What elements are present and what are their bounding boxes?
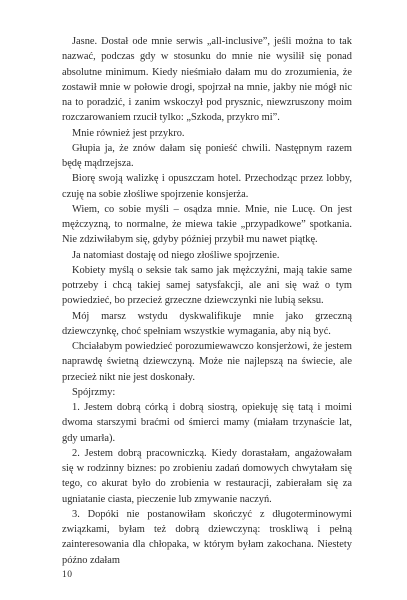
list-item: 1. Jestem dobrą córką i dobrą siostrą, opiekuję się tatą i moimi dwoma starszymi braćmi od śmierci mamy (miałam trzynaście lat, gdy umarła). xyxy=(62,402,352,444)
paragraph: Mnie również jest przykro. xyxy=(72,127,185,139)
body-text xyxy=(62,34,352,568)
paragraph: Kobiety myślą o seksie tak samo jak mężczyźni, mają takie same potrzeby i chcą takiej samej satysfakcji, ale ani się waż o tym powiedzieć, bo przecież grzeczne dziewczynki nie lubią seksu. xyxy=(62,264,352,307)
paragraph: Spójrzmy: xyxy=(72,386,116,398)
list-item: 3. Dopóki nie postanowiłam skończyć z długoterminowymi związkami, byłam też dobrą dziewczyną: troskliwą i pełną zainteresowania dla chłopaka, w którym byłam zakochana. Niestety późno zdałam xyxy=(62,508,352,566)
paragraph: Chciałabym powiedzieć porozumiewawczo konsjerżowi, że jestem naprawdę świetną dziewczyną. Może nie najlepszą na świecie, ale przecież nikt nie jest doskonały. xyxy=(62,341,352,383)
paragraph: Wiem, co sobie myśli – osądza mnie. Mnie, nie Lucę. On jest mężczyzną, to normalne, że miewa takie „przypadkowe” spotkania. Nie zdziwiłabym się, gdyby później przybił mu nawet piątkę. xyxy=(62,203,352,246)
paragraph: Jasne. Dostał ode mnie serwis „all-inclusive”, jeśli można to tak nazwać, podczas gdy w stosunku do mnie nie wysilił się ponad absolutne minimum. Kiedy nieśmiało dałam mu do zrozumienia, że zostawił mnie w połowie drogi, spojrzał na mnie, jakby nie mógł nic na to poradzić, i zanim wskoczył pod prysznic, niewzruszony moim rozczarowaniem rzucił tylko: „Szkoda, przykro mi”. xyxy=(62,36,352,124)
paragraph: Mój marsz wstydu dyskwalifikuje mnie jako grzeczną dziewczynkę, choć spełniam wszystkie wymagania, aby nią być. xyxy=(62,310,352,337)
list-item: 2. Jestem dobrą pracowniczką. Kiedy dorastałam, angażowałam się w rodzinny biznes: po zrobieniu zadań domowych chwytałam się tego, co akurat było do zrobienia w restauracji, zabierałam się za ugniatanie ciasta, pieczenie lub zmywanie naczyń. xyxy=(62,447,352,505)
paragraph: Ja natomiast dostaję od niego złośliwe spojrzenie. xyxy=(72,249,280,261)
paragraph: Głupia ja, że znów dałam się ponieść chwili. Następnym razem będę mądrzejsza. xyxy=(62,142,352,169)
paragraph: Biorę swoją walizkę i opuszczam hotel. Przechodząc przez lobby, czuję na sobie złośliwe spojrzenie konsjerża. xyxy=(62,173,352,200)
page-number: 10 xyxy=(62,570,73,580)
